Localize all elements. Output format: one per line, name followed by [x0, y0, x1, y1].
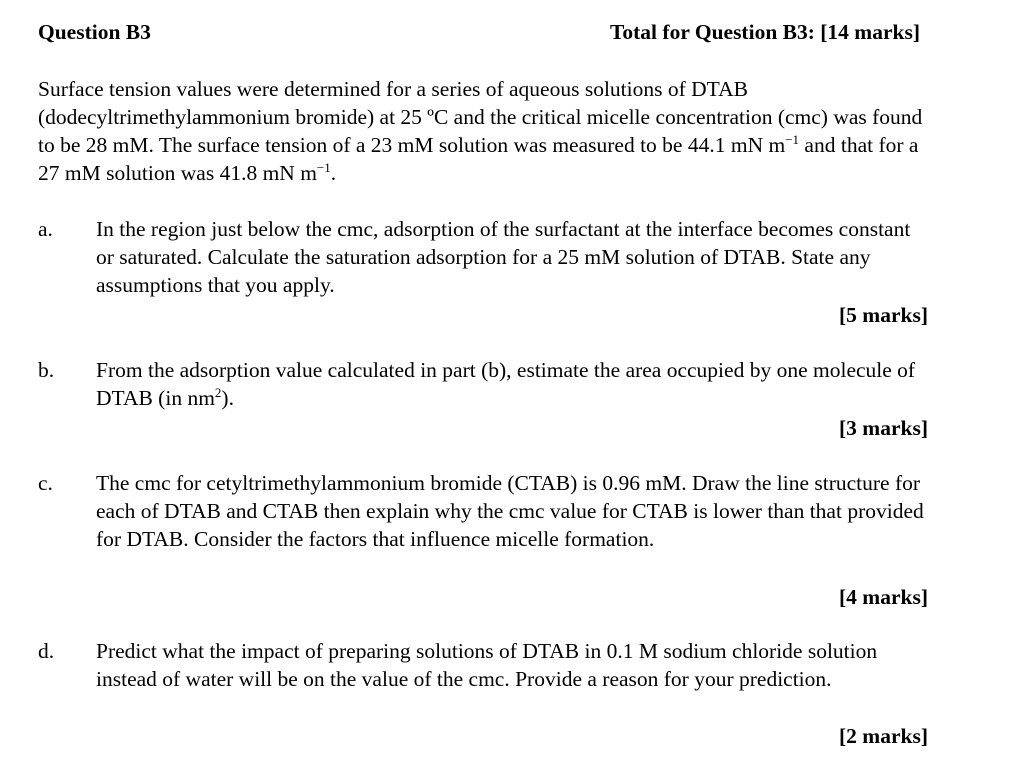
part-text-superscript: 2	[214, 385, 222, 400]
part-text-main: From the adsorption value calculated in part (b), estimate the area occupied by one molecule of DTAB (in nm	[96, 358, 916, 410]
intro-text-2: and that for a 27 mM solution was 41.8 mN m	[38, 133, 919, 185]
part-text: The cmc for cetyltrimethylammonium bromide (CTAB) is 0.96 mM. Draw the line structure for each of DTAB and CTAB then explain why the cmc value for CTAB is lower than that provided for DTAB. Consider the factors that influence micelle formation.	[96, 471, 924, 551]
question-part-c	[38, 469, 928, 609]
question-part-b	[38, 356, 928, 440]
part-letter: a.	[38, 217, 53, 241]
part-letter: c.	[38, 471, 53, 495]
part-marks: [5 marks]	[839, 303, 928, 327]
intro-exponent-1: −1	[785, 132, 800, 147]
part-text-end: ).	[221, 386, 234, 410]
intro-paragraph	[38, 75, 928, 187]
intro-exponent-2: −1	[316, 160, 331, 175]
question-title: Question B3	[38, 20, 151, 44]
total-marks-heading: Total for Question B3: [14 marks]	[610, 20, 920, 44]
part-text: Predict what the impact of preparing solutions of DTAB in 0.1 M sodium chloride solution instead of water will be on the value of the cmc. Provide a reason for your prediction.	[96, 639, 878, 691]
part-marks: [2 marks]	[839, 724, 928, 748]
part-marks: [4 marks]	[839, 585, 928, 609]
question-part-d	[38, 637, 928, 749]
intro-text-1: Surface tension values were determined for a series of aqueous solutions of DTAB (dodecyltrimethylammonium bromide) at 25 ºC and the critical micelle concentration (cmc) was found to be 28 mM. The surface tension of a 23 mM solution was measured to be 44.1 mN m	[38, 77, 923, 157]
question-part-a	[38, 215, 928, 325]
part-text	[96, 356, 928, 412]
part-letter: b.	[38, 358, 55, 382]
part-letter: d.	[38, 639, 55, 663]
part-text: In the region just below the cmc, adsorption of the surfactant at the interface becomes constant or saturated. Calculate the saturation adsorption for a 25 mM solution of DTAB. State any assumptions that you apply.	[96, 217, 911, 297]
intro-text-3: .	[330, 161, 337, 185]
part-marks: [3 marks]	[839, 416, 928, 440]
